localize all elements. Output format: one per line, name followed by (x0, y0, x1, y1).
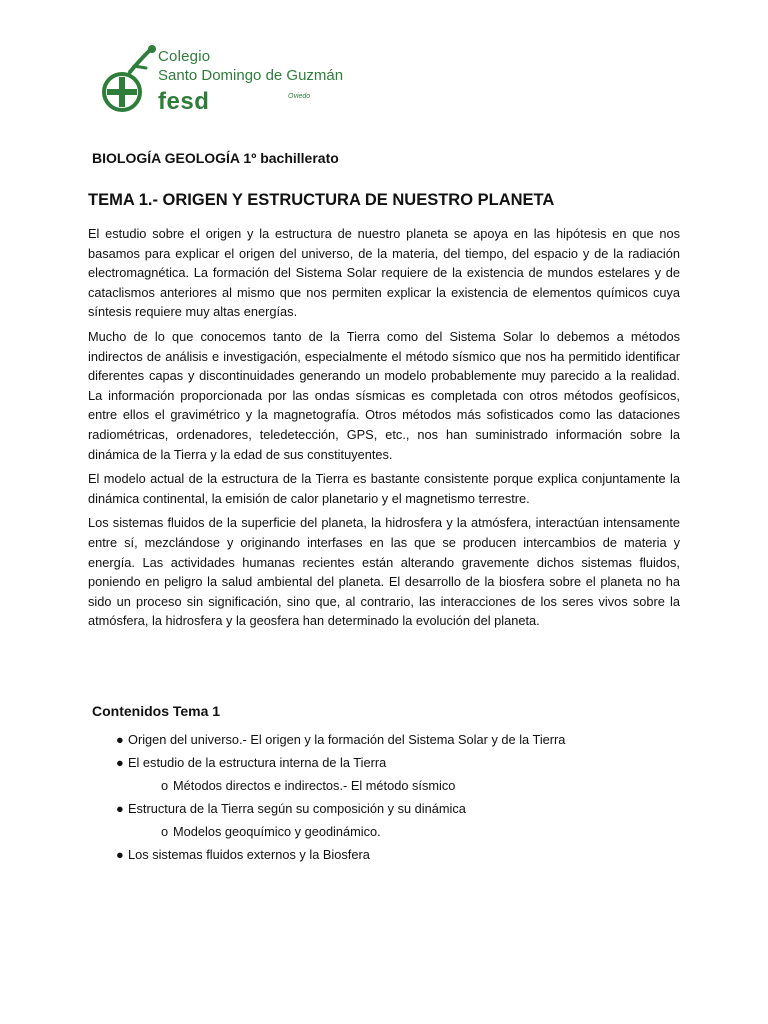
paragraph: Los sistemas fluidos de la superficie del planeta, la hidrosfera y la atmósfera, interactúan intensamente entre sí, mezclándose y originando interfases en las que se producen intercambios de materia y energía. Las actividades humanas recientes están alterando gravemente dichos sistemas fluidos, poniendo en peligro la salud ambiental del planeta. El desarrollo de la biosfera sobre el planeta no ha sido un proceso sin significación, sino que, al contrario, las interacciones de los seres vivos sobre la atmósfera, la hidrosfera y la geosfera han determinado la evolución del planeta. (88, 515, 680, 629)
logo-city: Oviedo (288, 93, 311, 100)
list-item-text: Modelos geoquímico y geodinámico. (173, 824, 381, 839)
subject-heading: BIOLOGÍA GEOLOGÍA 1º bachillerato (92, 150, 339, 166)
bullet-icon: ● (116, 732, 124, 747)
paragraph: El modelo actual de la estructura de la Tierra es bastante consistente porque explica conjuntamente la dinámica continental, la emisión de calor planetario y el magnetismo terrestre. (88, 471, 680, 506)
logo-fesd: fesd (158, 88, 210, 115)
bullet-icon: ● (116, 755, 124, 770)
list-item (116, 730, 676, 753)
logo-school-name: Santo Domingo de Guzmán (158, 67, 344, 84)
contents-heading: Contenidos Tema 1 (92, 703, 221, 719)
bullet-icon: ● (116, 801, 124, 816)
paragraph: El estudio sobre el origen y la estructura de nuestro planeta se apoya en las hipótesis en que nos basamos para explicar el origen del universo, de la materia, del tiempo, del espacio y de la radiación electromagnética. La formación del Sistema Solar requiere de la existencia de mundos estelares y de cataclismos anteriores al mismo que nos permiten explicar la existencia de elementos químicos cuya síntesis requiere muy altas energías. (88, 226, 680, 320)
school-emblem-icon (100, 42, 160, 122)
sub-bullet-icon: o (161, 778, 169, 793)
list-item-text: El estudio de la estructura interna de la Tierra (128, 755, 387, 770)
list-subitem (116, 776, 676, 799)
contents-list (116, 730, 676, 868)
paragraph: Mucho de lo que conocemos tanto de la Tierra como del Sistema Solar lo debemos a métodos indirectos de análisis e investigación, especialmente el método sísmico que nos ha permitido identificar diferentes capas y discontinuidades generando un modelo probablemente muy parecido a la realidad. La información proporcionada por las ondas sísmicas es completada con otros métodos geofísicos, entre ellos el gravimétrico y la magnetografía. Otros métodos más sofisticados como las dataciones radiométricas, ordenadores, teledetección, GPS, etc., nos han suministrado información sobre la dinámica de la Tierra y la edad de sus constituyentes. (88, 328, 680, 462)
list-item (116, 753, 676, 776)
list-item-text: Estructura de la Tierra según su composición y su dinámica (128, 801, 466, 816)
list-subitem (116, 822, 676, 845)
page-title: TEMA 1.- ORIGEN Y ESTRUCTURA DE NUESTRO PLANETA (88, 191, 555, 209)
bullet-icon: ● (116, 847, 124, 862)
list-item (116, 845, 676, 868)
sub-bullet-icon: o (161, 824, 169, 839)
list-item-text: Los sistemas fluidos externos y la Biosfera (128, 847, 370, 862)
list-item-text: Métodos directos e indirectos.- El método sísmico (173, 778, 456, 793)
logo-school-word: Colegio (158, 48, 211, 65)
school-logo (100, 42, 350, 122)
list-item (116, 799, 676, 822)
body-text (88, 224, 680, 636)
list-item-text: Origen del universo.- El origen y la formación del Sistema Solar y de la Tierra (128, 732, 566, 747)
